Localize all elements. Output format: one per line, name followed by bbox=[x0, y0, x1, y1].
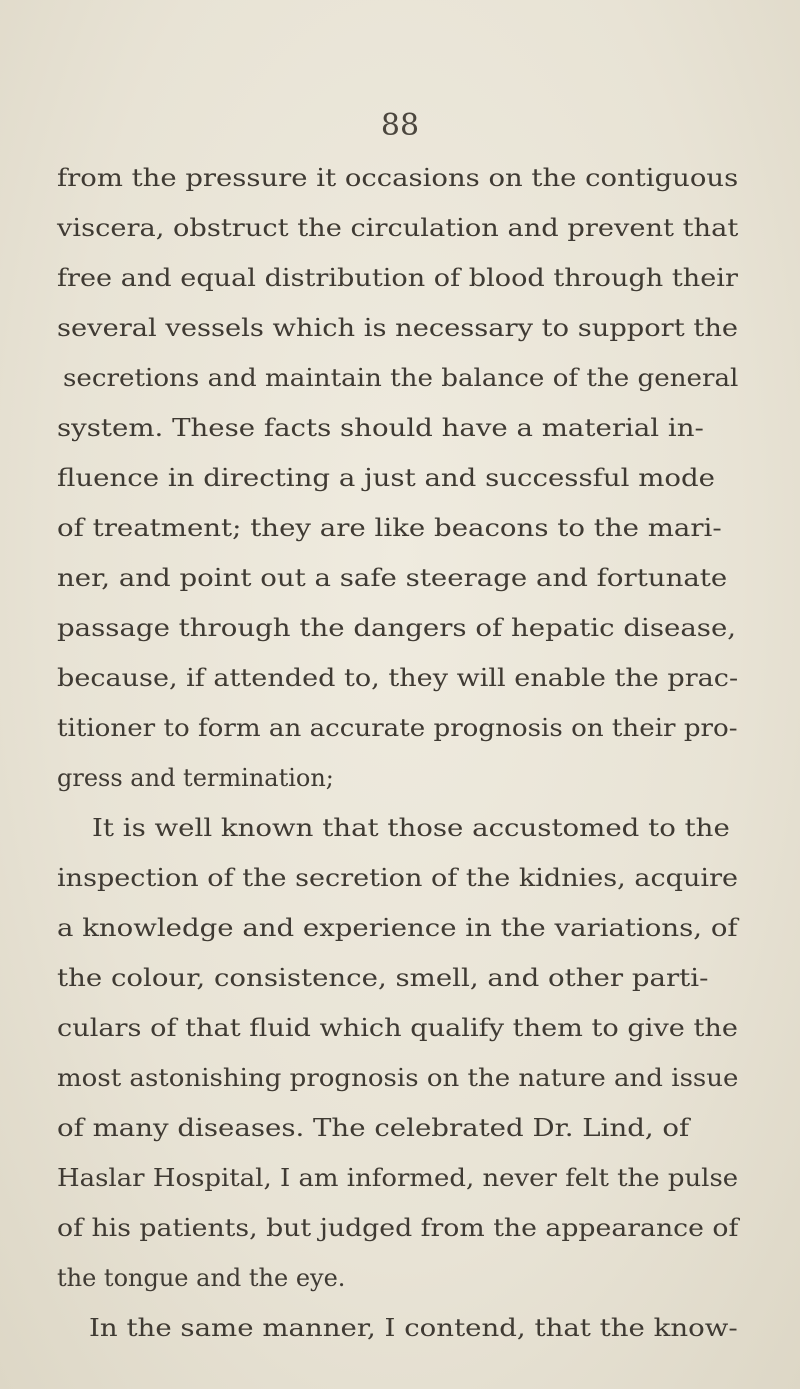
text-line: culars of that fluid which qualify them to give the bbox=[57, 1014, 738, 1042]
text-line: of treatment; they are like beacons to the mari- bbox=[57, 514, 722, 542]
text-line: because, if attended to, they will enable the prac- bbox=[57, 664, 739, 692]
text-line: fluence in directing a just and successful mode bbox=[57, 464, 716, 492]
text-line: of his patients, but judged from the appearance of bbox=[57, 1214, 739, 1242]
text-line: Haslar Hospital, I am informed, never felt the pulse bbox=[57, 1164, 739, 1192]
text-line: passage through the dangers of hepatic disease, bbox=[57, 614, 737, 642]
page-number: 88 bbox=[380, 108, 420, 143]
text-line: the colour, consistence, smell, and other parti- bbox=[57, 964, 709, 992]
text-line: In the same manner, I contend, that the know- bbox=[89, 1314, 738, 1342]
text-line: most astonishing prognosis on the nature and issue bbox=[57, 1064, 739, 1092]
text-line: gress and termination; bbox=[57, 764, 334, 792]
text-line: the tongue and the eye. bbox=[57, 1264, 346, 1292]
text-line: free and equal distribution of blood through their bbox=[57, 264, 738, 292]
text-line: system. These facts should have a material in- bbox=[57, 414, 704, 442]
text-line: secretions and maintain the balance of the general bbox=[63, 364, 739, 392]
text-line: inspection of the secretion of the kidnies, acquire bbox=[57, 864, 739, 892]
text-line: several vessels which is necessary to support the bbox=[57, 314, 739, 342]
text-line: from the pressure it occasions on the contiguous bbox=[57, 164, 739, 192]
text-line: It is well known that those accustomed to the bbox=[92, 814, 730, 842]
text-line: viscera, obstruct the circulation and prevent that bbox=[57, 214, 739, 242]
text-line: ner, and point out a safe steerage and fortunate bbox=[57, 564, 728, 592]
text-line: a knowledge and experience in the variations, of bbox=[57, 914, 738, 942]
text-line: of many diseases. The celebrated Dr. Lind, of bbox=[57, 1114, 690, 1142]
text-line: titioner to form an accurate prognosis on their pro- bbox=[57, 714, 738, 742]
